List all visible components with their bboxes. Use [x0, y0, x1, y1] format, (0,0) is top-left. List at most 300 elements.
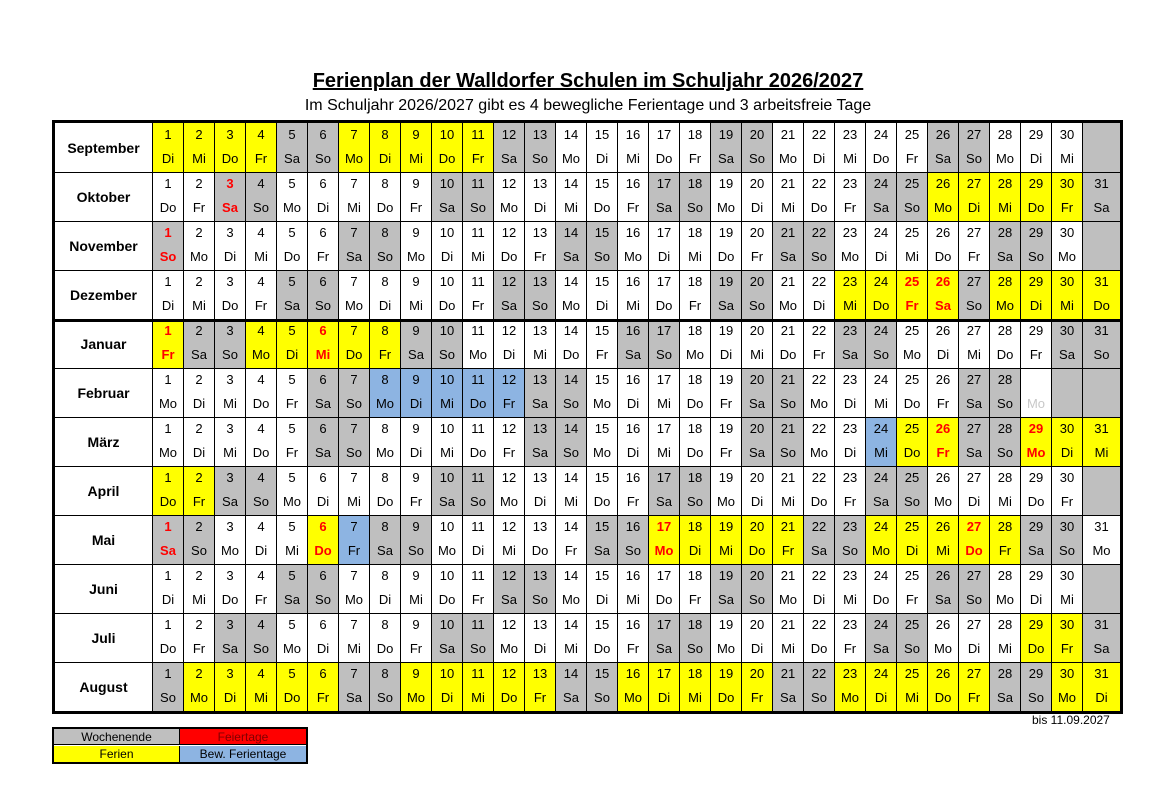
day-cell: [928, 319, 959, 368]
day-number: 28: [997, 568, 1013, 583]
day-number: 23: [842, 274, 858, 289]
weekday-label: Mo: [902, 347, 922, 362]
row-divider: [55, 221, 1120, 222]
day-cell: [525, 172, 556, 221]
weekday-label: Sa: [284, 592, 300, 607]
weekday-label: Mi: [471, 690, 485, 705]
weekday-label: Mi: [1094, 445, 1109, 460]
day-number: 16: [625, 519, 641, 534]
day-cell: [494, 417, 525, 466]
day-cell: [432, 613, 463, 662]
day-number: 31: [1094, 176, 1109, 191]
weekday-label: Mo: [840, 249, 860, 264]
day-cell: [1021, 319, 1052, 368]
weekday-label: So: [594, 690, 610, 705]
day-cell: [866, 270, 897, 319]
day-number: 8: [381, 372, 389, 387]
empty-day-cell: [1083, 466, 1120, 515]
day-cell: [215, 368, 246, 417]
day-cell: [463, 613, 494, 662]
day-number: 30: [1059, 568, 1075, 583]
weekday-label: Mo: [344, 592, 364, 607]
weekday-label: Do: [934, 249, 952, 264]
weekday-label: Mi: [626, 592, 640, 607]
day-cell: [401, 221, 432, 270]
day-number: 7: [350, 274, 358, 289]
day-cell: [494, 123, 525, 172]
weekday-label: Do: [562, 347, 580, 362]
day-cell: [1052, 417, 1083, 466]
day-cell: [339, 515, 370, 564]
weekday-label: Di: [440, 249, 454, 264]
day-number: 9: [412, 274, 420, 289]
day-number: 26: [935, 666, 951, 681]
weekday-label: Mi: [688, 249, 702, 264]
month-label: März: [55, 417, 153, 466]
day-number: 2: [195, 127, 203, 142]
weekday-label: Di: [936, 347, 950, 362]
day-cell: [463, 515, 494, 564]
day-cell: [680, 368, 711, 417]
weekday-label: Di: [440, 690, 454, 705]
weekday-label: Di: [905, 543, 919, 558]
day-cell: [1021, 466, 1052, 515]
day-number: 14: [563, 666, 579, 681]
day-cell: [897, 613, 928, 662]
day-cell: [959, 319, 990, 368]
day-cell: [370, 123, 401, 172]
day-cell: [494, 270, 525, 319]
day-cell: [153, 270, 184, 319]
day-number: 3: [226, 225, 234, 240]
day-cell: [494, 319, 525, 368]
day-number: 20: [749, 470, 765, 485]
weekday-label: Di: [843, 396, 857, 411]
weekday-label: Mi: [347, 641, 361, 656]
day-number: 15: [594, 568, 610, 583]
day-cell: [184, 368, 215, 417]
day-number: 21: [780, 519, 796, 534]
day-cell: [618, 515, 649, 564]
weekday-label: So: [470, 494, 486, 509]
weekday-label: Fr: [285, 445, 299, 460]
day-number: 29: [1028, 323, 1044, 338]
day-cell: [649, 221, 680, 270]
weekday-label: Fr: [936, 445, 950, 460]
day-cell: [1021, 564, 1052, 613]
weekday-label: Mi: [874, 396, 888, 411]
day-cell: [990, 417, 1021, 466]
day-number: 29: [1028, 225, 1044, 240]
weekday-label: Do: [903, 445, 921, 460]
day-cell: [525, 270, 556, 319]
day-number: 22: [811, 617, 827, 632]
weekday-label: Fr: [750, 690, 764, 705]
day-cell: [587, 662, 618, 711]
day-number: 11: [471, 519, 485, 534]
day-number: 22: [811, 176, 827, 191]
weekday-label: So: [222, 347, 238, 362]
weekday-label: Do: [593, 494, 611, 509]
day-cell: [339, 172, 370, 221]
day-number: 6: [319, 323, 327, 338]
day-cell: [711, 613, 742, 662]
weekday-label: Di: [1029, 592, 1043, 607]
month-row: [55, 417, 1120, 466]
day-cell: [804, 466, 835, 515]
day-number: 28: [997, 421, 1013, 436]
day-number: 5: [288, 323, 296, 338]
day-number: 26: [935, 519, 951, 534]
weekday-label: Do: [686, 396, 704, 411]
weekday-label: Do: [810, 494, 828, 509]
weekday-label: Di: [316, 494, 330, 509]
day-number: 3: [226, 568, 234, 583]
day-number: 7: [350, 617, 358, 632]
day-cell: [773, 123, 804, 172]
validity-note: bis 11.09.2027: [1032, 713, 1110, 727]
weekday-label: Do: [345, 347, 363, 362]
weekday-label: Fr: [254, 298, 268, 313]
day-cell: [246, 368, 277, 417]
day-number: 16: [625, 617, 641, 632]
day-number: 21: [780, 617, 796, 632]
day-number: 16: [625, 274, 641, 289]
weekday-label: Fr: [688, 592, 702, 607]
day-cell: [401, 319, 432, 368]
day-cell: [277, 172, 308, 221]
day-cell: [463, 221, 494, 270]
day-number: 10: [439, 519, 455, 534]
weekday-label: Fr: [843, 641, 857, 656]
weekday-label: Di: [874, 249, 888, 264]
weekday-label: Mi: [564, 200, 578, 215]
day-number: 26: [935, 176, 951, 191]
day-number: 21: [780, 225, 796, 240]
day-cell: [897, 466, 928, 515]
day-cell: [959, 270, 990, 319]
month-label: Dezember: [55, 270, 153, 319]
day-number: 20: [749, 519, 765, 534]
day-cell: [308, 613, 339, 662]
day-number: 6: [319, 176, 327, 191]
day-number: 15: [594, 470, 610, 485]
day-number: 13: [532, 617, 548, 632]
day-number: 6: [319, 666, 327, 681]
day-cell: [277, 662, 308, 711]
day-cell: [463, 270, 494, 319]
weekday-label: Mi: [409, 592, 423, 607]
day-cell: [835, 466, 866, 515]
day-number: 27: [966, 617, 982, 632]
day-number: 28: [997, 519, 1013, 534]
day-cell: [277, 368, 308, 417]
day-number: 19: [718, 323, 734, 338]
day-cell: [618, 172, 649, 221]
day-cell: [246, 417, 277, 466]
day-number: 2: [195, 470, 203, 485]
weekday-label: Do: [314, 543, 332, 558]
day-cell: [401, 662, 432, 711]
weekday-label: So: [625, 543, 641, 558]
weekday-label: Mo: [933, 200, 953, 215]
day-cell: [680, 662, 711, 711]
weekday-label: Mo: [406, 249, 426, 264]
day-cell: [556, 172, 587, 221]
day-number: 31: [1094, 519, 1109, 534]
weekday-label: Mo: [778, 592, 798, 607]
weekday-label: Do: [655, 298, 673, 313]
day-number: 6: [319, 372, 327, 387]
day-cell: [649, 515, 680, 564]
day-number: 1: [164, 666, 172, 681]
day-number: 2: [195, 323, 203, 338]
day-number: 12: [501, 225, 517, 240]
day-cell: [1021, 172, 1052, 221]
weekday-label: Do: [283, 690, 301, 705]
weekday-label: So: [563, 445, 579, 460]
weekday-label: Mo: [499, 494, 519, 509]
day-cell: [432, 564, 463, 613]
weekday-label: Sa: [222, 200, 238, 215]
weekday-label: Sa: [222, 641, 238, 656]
weekday-label: Di: [533, 494, 547, 509]
day-number: 10: [439, 568, 455, 583]
day-cell: [897, 319, 928, 368]
day-number: 19: [718, 568, 734, 583]
weekday-label: Do: [717, 249, 735, 264]
day-cell: [308, 417, 339, 466]
day-number: 12: [501, 372, 517, 387]
day-number: 5: [288, 176, 296, 191]
day-number: 19: [718, 519, 734, 534]
day-number: 14: [563, 568, 579, 583]
day-number: 30: [1059, 617, 1075, 632]
weekday-label: So: [966, 298, 982, 313]
weekday-label: Mi: [347, 494, 361, 509]
day-number: 11: [471, 372, 485, 387]
weekday-label: Mo: [282, 200, 302, 215]
day-cell: [618, 319, 649, 368]
day-number: 6: [319, 274, 327, 289]
weekday-label: Di: [316, 200, 330, 215]
day-cell: [835, 172, 866, 221]
day-number: 13: [532, 127, 548, 142]
month-label: Februar: [55, 368, 153, 417]
weekday-label: Do: [469, 445, 487, 460]
weekday-label: Di: [192, 445, 206, 460]
day-cell: [277, 319, 308, 368]
weekday-label: Mo: [685, 347, 705, 362]
weekday-label: Mi: [502, 543, 516, 558]
weekday-label: Do: [593, 200, 611, 215]
weekday-label: Fr: [564, 543, 578, 558]
weekday-label: Mi: [440, 445, 454, 460]
day-number: 8: [381, 568, 389, 583]
day-cell: [866, 368, 897, 417]
day-cell: [959, 123, 990, 172]
weekday-label: Mi: [998, 494, 1012, 509]
day-number: 17: [656, 176, 672, 191]
weekday-label: Mi: [936, 543, 950, 558]
day-cell: [556, 123, 587, 172]
day-number: 24: [873, 470, 889, 485]
day-cell: [959, 417, 990, 466]
holiday-calendar-grid: [52, 120, 1123, 714]
weekday-label: Mo: [809, 396, 829, 411]
day-cell: [742, 172, 773, 221]
day-cell: [618, 564, 649, 613]
weekday-label: Di: [378, 151, 392, 166]
day-cell: [556, 270, 587, 319]
weekday-label: Fr: [347, 543, 361, 558]
legend-holiday: Feiertage: [180, 729, 306, 745]
weekday-label: Mo: [406, 690, 426, 705]
day-cell: [339, 662, 370, 711]
day-cell: [587, 319, 618, 368]
day-cell: [804, 564, 835, 613]
day-cell: [587, 172, 618, 221]
day-cell: [711, 123, 742, 172]
weekday-label: Sa: [439, 641, 455, 656]
weekday-label: Do: [252, 445, 270, 460]
day-number: 13: [532, 666, 548, 681]
day-cell: [277, 221, 308, 270]
day-cell: [432, 270, 463, 319]
day-cell: [742, 613, 773, 662]
month-row: [55, 368, 1120, 417]
weekday-label: Sa: [191, 347, 207, 362]
month-label: September: [55, 123, 153, 172]
weekday-label: So: [160, 690, 176, 705]
weekday-label: Sa: [749, 445, 765, 460]
weekday-label: Mi: [781, 641, 795, 656]
weekday-label: Sa: [656, 641, 672, 656]
weekday-label: Do: [283, 249, 301, 264]
day-cell: [804, 270, 835, 319]
day-cell: [835, 123, 866, 172]
day-number: 8: [381, 666, 389, 681]
day-cell: [835, 270, 866, 319]
day-number: 5: [288, 666, 296, 681]
weekday-label: Sa: [873, 494, 889, 509]
day-cell: [1052, 662, 1083, 711]
weekday-label: So: [997, 445, 1013, 460]
day-cell: [370, 270, 401, 319]
day-number: 28: [997, 323, 1013, 338]
day-number: 9: [412, 323, 420, 338]
weekday-label: Do: [221, 151, 239, 166]
day-cell: [1021, 515, 1052, 564]
weekday-label: Do: [1027, 494, 1045, 509]
day-number: 18: [687, 421, 703, 436]
day-number: 3: [226, 372, 234, 387]
weekday-label: So: [1093, 347, 1110, 362]
month-row: [55, 662, 1120, 711]
weekday-label: So: [377, 249, 393, 264]
day-cell: [866, 221, 897, 270]
day-cell: [680, 172, 711, 221]
row-divider: [55, 319, 1120, 322]
day-cell: [618, 221, 649, 270]
day-cell: [401, 466, 432, 515]
day-number: 29: [1028, 470, 1044, 485]
day-number: 29: [1028, 666, 1044, 681]
weekday-label: Fr: [1029, 347, 1043, 362]
day-number: 8: [381, 176, 389, 191]
day-number: 19: [718, 176, 734, 191]
day-cell: [773, 319, 804, 368]
day-cell: [742, 123, 773, 172]
day-number: 30: [1059, 519, 1075, 534]
day-number: 14: [563, 519, 579, 534]
day-number: 19: [718, 470, 734, 485]
day-number: 12: [501, 617, 517, 632]
day-number: 14: [563, 225, 579, 240]
weekday-label: So: [253, 494, 269, 509]
weekday-label: Fr: [905, 298, 919, 313]
day-number: 27: [966, 225, 982, 240]
weekday-label: Fr: [409, 200, 423, 215]
weekday-label: Fr: [626, 641, 640, 656]
weekday-label: Mi: [967, 347, 981, 362]
day-number: 28: [997, 176, 1013, 191]
day-number: 15: [594, 225, 610, 240]
day-cell: [556, 368, 587, 417]
day-cell: [494, 662, 525, 711]
day-cell: [153, 172, 184, 221]
weekday-label: So: [749, 298, 765, 313]
row-divider: [55, 270, 1120, 271]
day-number: 19: [718, 127, 734, 142]
day-cell: [1052, 515, 1083, 564]
weekday-label: Mi: [688, 690, 702, 705]
weekday-label: Mo: [592, 396, 612, 411]
day-number: 22: [811, 274, 827, 289]
day-cell: [618, 417, 649, 466]
weekday-label: Di: [750, 494, 764, 509]
weekday-label: Mi: [192, 151, 206, 166]
day-cell: [773, 515, 804, 564]
day-cell: [680, 319, 711, 368]
day-cell: [308, 172, 339, 221]
day-cell: [990, 515, 1021, 564]
day-cell: [339, 613, 370, 662]
day-number: 2: [195, 666, 203, 681]
day-number: 10: [439, 176, 455, 191]
weekday-label: Do: [252, 396, 270, 411]
weekday-label: Di: [1029, 151, 1043, 166]
day-number: 3: [226, 519, 234, 534]
day-number: 10: [439, 323, 455, 338]
day-cell: [990, 564, 1021, 613]
weekday-label: Mo: [499, 641, 519, 656]
weekday-label: Fr: [719, 445, 733, 460]
weekday-label: Do: [531, 543, 549, 558]
day-number: 10: [439, 274, 455, 289]
day-number: 13: [532, 568, 548, 583]
weekday-label: Mo: [499, 200, 519, 215]
day-cell: [370, 368, 401, 417]
day-cell: [680, 417, 711, 466]
weekday-label: Do: [903, 396, 921, 411]
day-cell: [525, 221, 556, 270]
day-number: 18: [687, 372, 703, 387]
day-number: 7: [350, 323, 358, 338]
day-cell: [401, 515, 432, 564]
day-number: 17: [656, 372, 672, 387]
day-number: 15: [594, 127, 610, 142]
